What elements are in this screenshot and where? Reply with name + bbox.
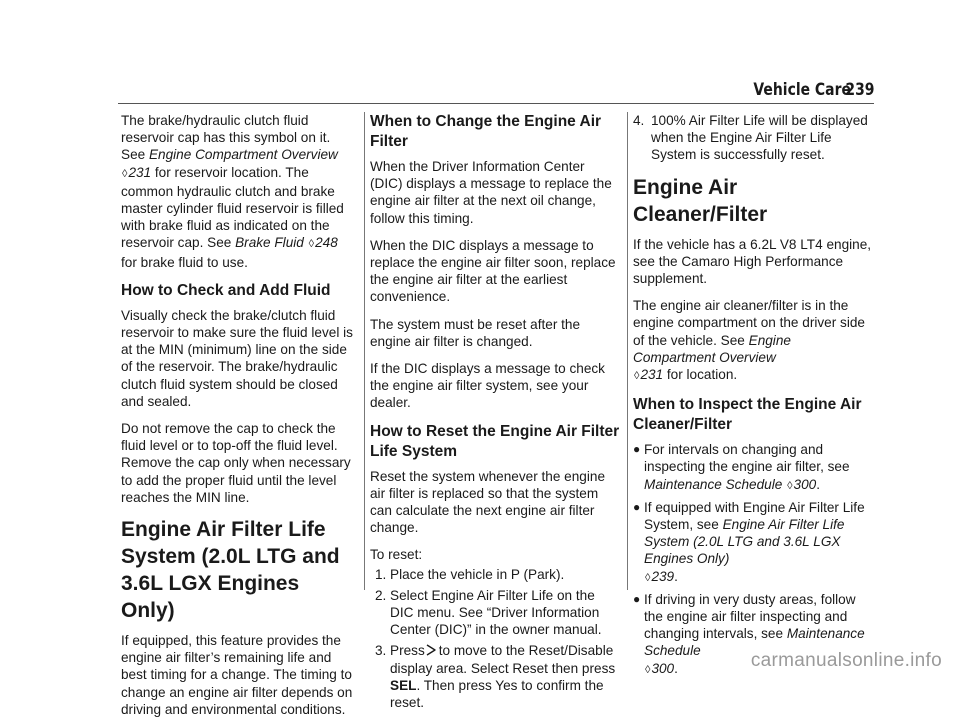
column-2	[370, 112, 620, 715]
page-header	[0, 0, 960, 110]
paragraph: The system must be reset after the engine air filter is changed.	[370, 316, 581, 349]
paragraph: When the Driver Information Center (DIC) displays a message to replace the engine air filter at the next oil change, follow this timing.	[370, 159, 612, 226]
step-text: 100% Air Filter Life will be displayed when the Engine Air Filter Life System is successfully reset.	[651, 113, 868, 163]
column-3	[633, 112, 877, 683]
xref-page[interactable]: 300	[793, 476, 817, 492]
right-arrow-icon	[426, 644, 436, 656]
page-ref-icon: ◊	[787, 479, 793, 492]
xref-air-filter-life-system[interactable]: Engine Air Filter Life System (2.0L LTG and 3.6L LGX Engines Only)	[644, 517, 845, 567]
bullet-icon: ●	[633, 442, 641, 457]
text: for reservoir location. The common hydraulic clutch and brake master cylinder fluid reservoir is filled with brake fluid as indicated on the reservoir cap. See	[121, 164, 344, 251]
text: If driving in very dusty areas, follow the engine air filter inspecting and changing intervals, see	[644, 591, 856, 642]
text: The brake/hydraulic clutch fluid reservoir cap has this symbol on it. See	[121, 113, 331, 163]
bullet-icon: ●	[633, 591, 641, 606]
page-ref-icon: ◊	[645, 663, 651, 676]
text: .	[674, 568, 678, 584]
reset-steps	[370, 566, 620, 712]
list-item	[633, 112, 877, 164]
reservoir-cap-paragraph	[121, 112, 357, 271]
step-number: 2.	[375, 587, 387, 603]
step-number: 4.	[633, 113, 645, 128]
xref-page[interactable]: 248	[315, 235, 338, 251]
list-item	[370, 642, 620, 711]
xref-engine-compartment[interactable]: Engine Compartment Overview	[633, 332, 791, 365]
paragraph: Do not remove the cap to check the fluid level or to top-off the fluid level. Remove the cap only when necessary to add the proper fluid until the level reaches the MIN line.	[121, 421, 351, 505]
list-item	[370, 587, 620, 639]
xref-page[interactable]: 231	[128, 164, 152, 180]
heading-air-cleaner-filter: Engine Air Cleaner/Filter	[633, 175, 768, 226]
text: The engine air cleaner/filter is in the engine compartment on the driver side of the vehicle. See	[633, 298, 865, 348]
text: .	[816, 476, 820, 492]
page-ref-icon: ◊	[308, 238, 315, 251]
paragraph: If equipped, this feature provides the engine air filter’s remaining life and best timing for a change. The timing to change an engine air filter depends on driving and environmental conditions.	[121, 633, 353, 717]
paragraph: Visually check the brake/clutch fluid reservoir to make sure the fluid level is at the MIN (minimum) line on the side of the reservoir. The brake/hydraulic clutch fluid system should be closed and sealed.	[121, 307, 353, 409]
inspect-bullets	[633, 441, 877, 679]
paragraph: If the vehicle has a 6.2L V8 LT4 engine, see the Camaro High Performance supplement.	[633, 236, 872, 287]
watermark: carmanualsonline.info	[750, 650, 942, 671]
paragraph: When the DIC displays a message to replace the engine air filter soon, replace the engine air filter at the earliest convenience.	[370, 237, 616, 305]
paragraph: Reset the system whenever the engine air filter is replaced so that the system can calculate the next engine air filter change.	[370, 468, 606, 536]
xref-page[interactable]: 300	[651, 660, 675, 676]
text: .	[674, 660, 678, 676]
heading-air-filter-life-system: Engine Air Filter Life System (2.0L LTG and 3.6L LGX Engines Only)	[121, 518, 340, 623]
list-item	[633, 441, 877, 495]
heading-how-to-reset: How to Reset the Engine Air Filter Life System	[370, 422, 620, 460]
xref-maintenance-schedule[interactable]: Maintenance Schedule	[644, 626, 865, 659]
step-text: to move to the Reset/Disable display area. Select Reset then press	[390, 643, 616, 676]
sel-button-label: SEL	[390, 677, 417, 693]
page-number: 239	[844, 80, 874, 100]
xref-maintenance-schedule[interactable]: Maintenance Schedule	[644, 476, 783, 492]
step-number: 1.	[375, 566, 387, 582]
step-text: Select Engine Air Filter Life on the DIC menu. See “Driver Information Center (DIC)” in the owner manual.	[390, 587, 602, 638]
section-title: Vehicle Care	[753, 80, 851, 100]
step-number: 3.	[375, 643, 387, 659]
xref-engine-compartment[interactable]: Engine Compartment Overview	[148, 147, 338, 163]
list-item	[633, 499, 877, 587]
heading-when-to-change: When to Change the Engine Air Filter	[370, 113, 602, 150]
paragraph	[633, 297, 877, 385]
heading-when-to-inspect: When to Inspect the Engine Air Cleaner/Filter	[633, 396, 862, 434]
step-text: Press	[390, 643, 425, 659]
reset-steps-continued	[633, 112, 877, 164]
paragraph: To reset:	[370, 547, 423, 563]
list-item	[370, 566, 620, 583]
text: for location.	[663, 367, 738, 383]
xref-page[interactable]: 231	[640, 367, 664, 383]
text: For intervals on changing and inspecting the engine air filter, see	[644, 442, 850, 475]
text: for brake fluid to use.	[121, 254, 248, 270]
column-divider-1	[364, 112, 365, 590]
column-1	[121, 112, 357, 728]
page-ref-icon: ◊	[122, 167, 128, 180]
bullet-icon: ●	[633, 499, 641, 514]
heading-check-add-fluid: How to Check and Add Fluid	[121, 281, 331, 299]
header-rule	[118, 103, 874, 104]
column-divider-2	[627, 112, 628, 590]
step-text: Place the vehicle in P (Park).	[390, 566, 565, 582]
page-ref-icon: ◊	[645, 571, 651, 584]
page-ref-icon: ◊	[634, 370, 640, 383]
xref-brake-fluid[interactable]: Brake Fluid	[235, 235, 304, 251]
paragraph: If the DIC displays a message to check the engine air filter system, see your dealer.	[370, 361, 605, 411]
xref-page[interactable]: 239	[651, 568, 675, 584]
step-text: . Then press Yes to confirm the reset.	[390, 677, 604, 711]
text: If equipped with Engine Air Filter Life System, see	[644, 499, 865, 533]
